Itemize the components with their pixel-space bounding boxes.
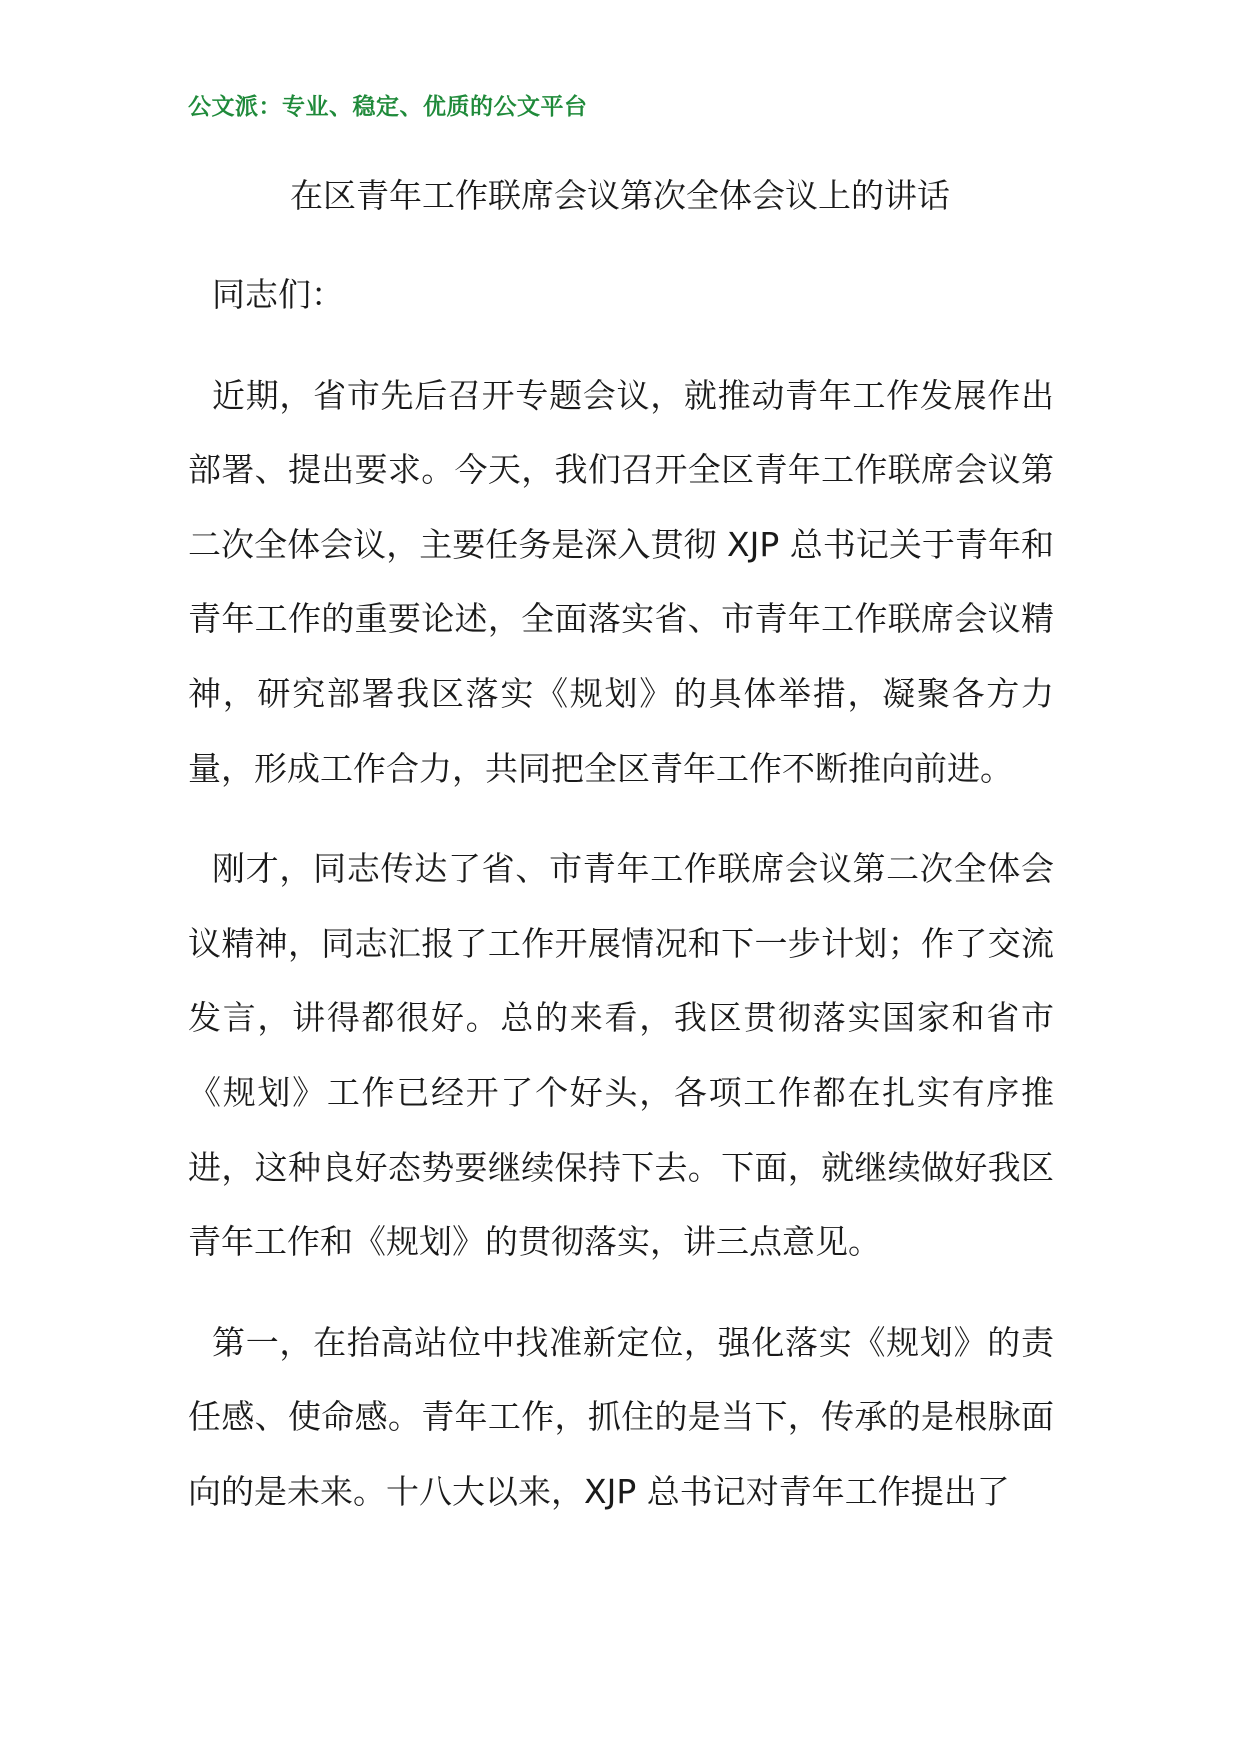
paragraph-3: 第一，在抬高站位中找准新定位，强化落实《规划》的责任感、使命感。青年工作，抓住的是当下，传承的是根脉面向的是未来。十八大以来，XJP 总书记对青年工作提出了	[188, 1322, 1054, 1511]
paragraph-2: 刚才，同志传达了省、市青年工作联席会议第二次全体会议精神，同志汇报了工作开展情况和下一步计划；作了交流发言，讲得都很好。总的来看，我区贯彻落实国家和省市《规划》工作已经开了个好头，各项工作都在扎实有序推进，这种良好态势要继续保持下去。下面，就继续做好我区青年工作和《规划》的贯彻落实，讲三点意见。	[188, 849, 1054, 1262]
paragraph-1: 近期，省市先后召开专题会议，就推动青年工作发展作出部署、提出要求。今天，我们召开全区青年工作联席会议第二次全体会议，主要任务是深入贯彻 XJP 总书记关于青年和青年工作的重要论述，全面落实省、市青年工作联席会议精神，研究部署我区落实《规划》的具体举措，凝聚各方力量，形成工作合力，共同把全区青年工作不断推向前进。	[188, 375, 1054, 788]
site-slogan: 公文派：专业、稳定、优质的公文平台	[188, 94, 588, 120]
document-title: 在区青年工作联席会议第次全体会议上的讲话	[290, 176, 950, 215]
document-body	[188, 258, 1054, 1556]
salutation: 同志们：	[212, 275, 344, 314]
